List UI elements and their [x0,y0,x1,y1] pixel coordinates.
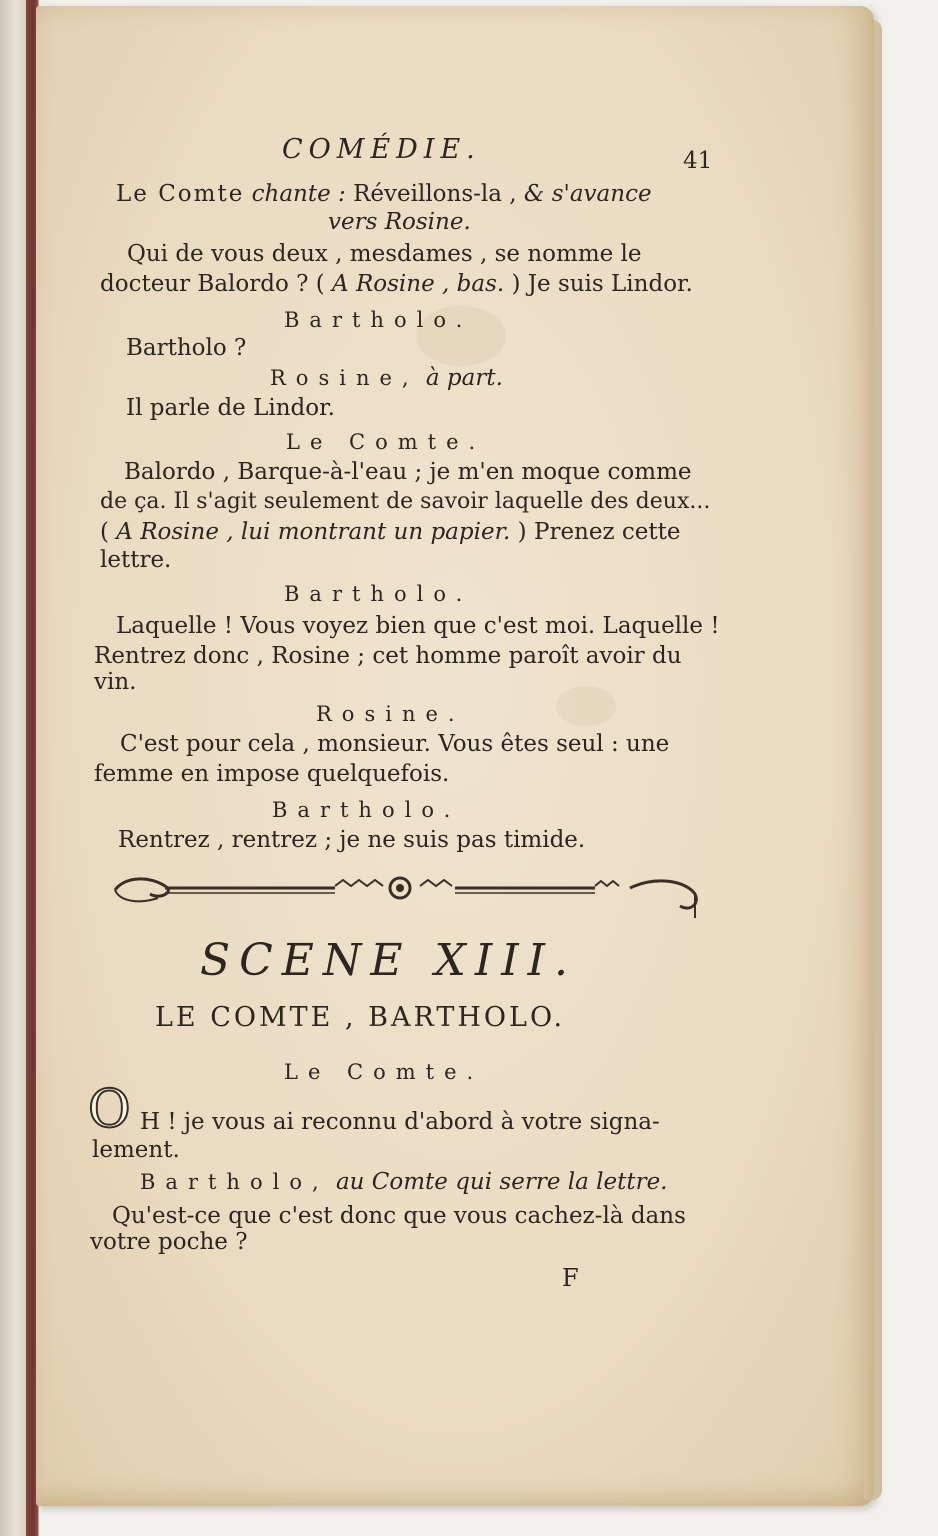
speaker-name: Bartholo, [140,1170,329,1194]
dialogue: ( [100,519,117,545]
scene-title: SCENE XIII. [200,935,577,986]
speaker-heading: Le Comte. [284,1060,484,1084]
dialogue-line: H ! je vous ai reconnu d'abord à votre signa- [140,1109,660,1135]
stage-direction: & s'avance [523,181,652,207]
drop-cap: O [88,1080,131,1140]
signature-mark: F [562,1264,579,1292]
dialogue-line: Balordo , Barque-à-l'eau ; je m'en moque comme [124,459,692,485]
dialogue-line: de ça. Il s'agit seulement de savoir laquelle des deux... [100,489,711,514]
running-title: COMÉDIE. [282,134,481,165]
stage-direction: à part. [425,365,503,391]
ornament-rule [110,868,706,922]
speaker-heading [270,364,503,392]
text-line [100,518,681,546]
speaker-heading: Bartholo. [284,308,473,332]
stage-direction: A Rosine , lui montrant un papier. [116,519,511,545]
dialogue-line: Bartholo ? [126,335,247,361]
dialogue-line: Qui de vous deux , mesdames , se nomme le [127,241,642,267]
dialogue: docteur Balordo ? ( [100,271,333,297]
dialogue-line: Laquelle ! Vous voyez bien que c'est moi. Laquelle ! [116,613,720,639]
dialogue-line: lement. [92,1137,180,1163]
dialogue-line: votre poche ? [90,1229,248,1255]
dialogue: Réveillons-la , [353,181,524,207]
speaker-name: Le Comte [116,181,245,207]
dialogue-line: Rentrez donc , Rosine ; cet homme paroît avoir du [94,643,682,669]
speaker-heading: Rosine. [316,702,465,726]
speaker-heading: Bartholo. [284,582,473,606]
stage-direction: A Rosine , bas. [332,271,505,297]
dialogue: ) Je suis Lindor. [504,271,693,297]
dialogue-line: Il parle de Lindor. [126,395,335,421]
dialogue-line: Qu'est-ce que c'est donc que vous cachez-là dans [112,1203,686,1229]
text-line [100,270,693,298]
scene-characters: LE COMTE , BARTHOLO. [155,1002,566,1033]
page-number: 41 [683,148,713,174]
dialogue-line: lettre. [100,547,172,573]
dialogue-line: Rentrez , rentrez ; je ne suis pas timide. [118,827,586,853]
speaker-heading [140,1168,668,1196]
dialogue-line: vin. [94,669,137,695]
dialogue-line: C'est pour cela , monsieur. Vous êtes seul : une [120,731,670,757]
speaker-name: Rosine, [270,366,419,390]
dialogue-line: femme en impose quelquefois. [94,761,450,787]
stage-direction: au Comte qui serre la lettre. [335,1169,668,1195]
stage-direction: vers Rosine. [328,209,471,235]
text-line [116,180,652,208]
page-edge [864,20,882,1500]
dialogue: ) Prenez cette [510,519,681,545]
speaker-heading: Le Comte. [286,430,486,454]
book-binding [0,0,39,1536]
stage-direction: chante : [244,181,354,207]
speaker-heading: Bartholo. [272,798,461,822]
